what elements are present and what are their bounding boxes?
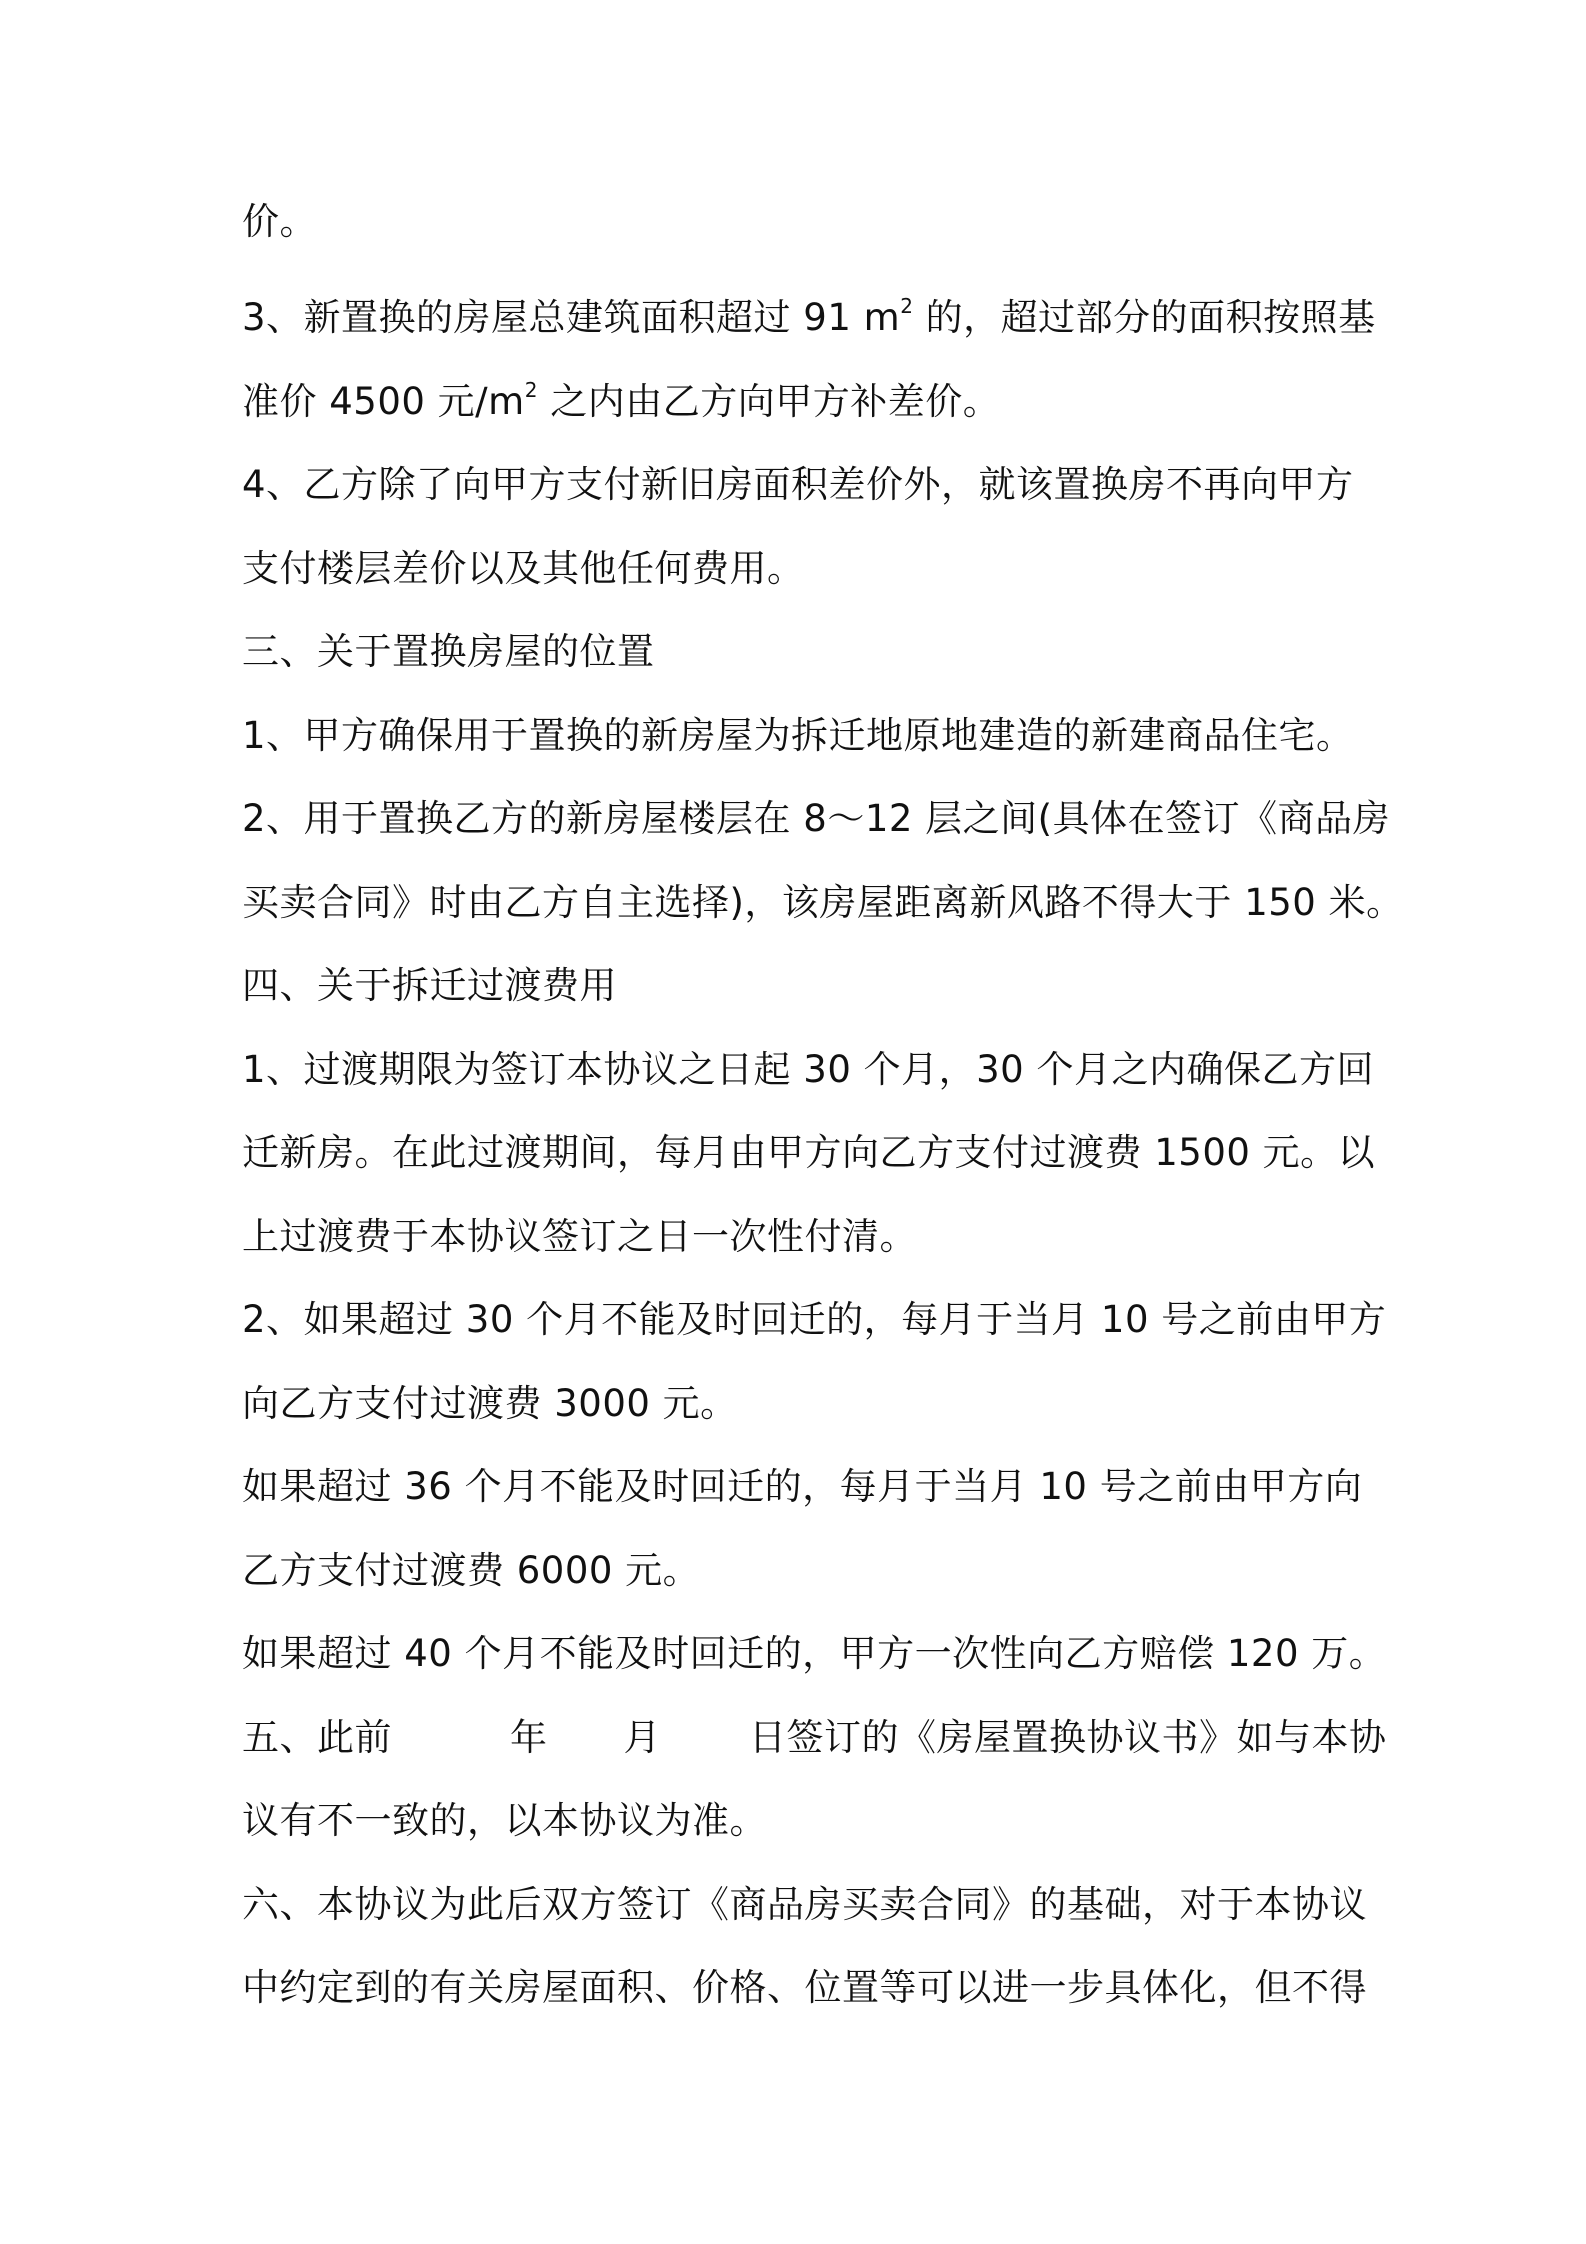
text-line: 支付楼层差价以及其他任何费用。 <box>242 547 805 590</box>
text-segment: 的，超过部分的面积按照基 <box>913 296 1376 339</box>
text-segment: 月 <box>623 1716 661 1759</box>
text-line <box>242 293 1376 340</box>
text-line: 如果超过 36 个月不能及时回迁的，每月于当月 10 号之前由甲方向 <box>242 1465 1363 1508</box>
text-line: 买卖合同》时由乙方自主选择)，该房屋距离新风路不得大于 150 米。 <box>242 881 1404 924</box>
text-segment: 之内由乙方向甲方补差价。 <box>537 380 1001 423</box>
text-line: 中约定到的有关房屋面积、价格、位置等可以进一步具体化，但不得 <box>242 1966 1367 2009</box>
text-line: 4、乙方除了向甲方支付新旧房面积差价外，就该置换房不再向甲方 <box>242 463 1354 506</box>
text-line: 向乙方支付过渡费 3000 元。 <box>242 1382 738 1425</box>
section-heading <box>242 1716 1387 1760</box>
text-line: 迁新房。在此过渡期间，每月由甲方向乙方支付过渡费 1500 元。以 <box>242 1131 1376 1174</box>
text-line: 如果超过 40 个月不能及时回迁的，甲方一次性向乙方赔偿 120 万。 <box>242 1632 1387 1675</box>
text-line: 2、如果超过 30 个月不能及时回迁的，每月于当月 10 号之前由甲方 <box>242 1298 1387 1341</box>
section-heading: 三、关于置换房屋的位置 <box>242 630 655 673</box>
text-line: 价。 <box>242 200 317 243</box>
section-heading: 六、本协议为此后双方签订《商品房买卖合同》的基础，对于本协议 <box>242 1883 1367 1926</box>
text-segment: 3、新置换的房屋总建筑面积超过 91 m <box>242 296 901 339</box>
text-segment: 年 <box>510 1716 548 1759</box>
text-line: 1、过渡期限为签订本协议之日起 30 个月，30 个月之内确保乙方回 <box>242 1048 1374 1091</box>
superscript: 2 <box>900 293 914 318</box>
text-line: 上过渡费于本协议签订之日一次性付清。 <box>242 1215 917 1258</box>
text-line: 议有不一致的，以本协议为准。 <box>242 1799 767 1842</box>
text-segment: 五、此前 <box>242 1716 392 1759</box>
superscript: 2 <box>524 377 538 402</box>
text-line <box>242 377 1001 424</box>
text-segment: 准价 4500 元/m <box>242 380 525 423</box>
text-line: 2、用于置换乙方的新房屋楼层在 8～12 层之间(具体在签订《商品房 <box>242 797 1391 840</box>
text-line: 乙方支付过渡费 6000 元。 <box>242 1549 701 1592</box>
text-line: 1、甲方确保用于置换的新房屋为拆迁地原地建造的新建商品住宅。 <box>242 714 1354 757</box>
section-heading: 四、关于拆迁过渡费用 <box>242 964 617 1007</box>
text-segment: 日签订的《房屋置换协议书》如与本协 <box>749 1716 1387 1759</box>
